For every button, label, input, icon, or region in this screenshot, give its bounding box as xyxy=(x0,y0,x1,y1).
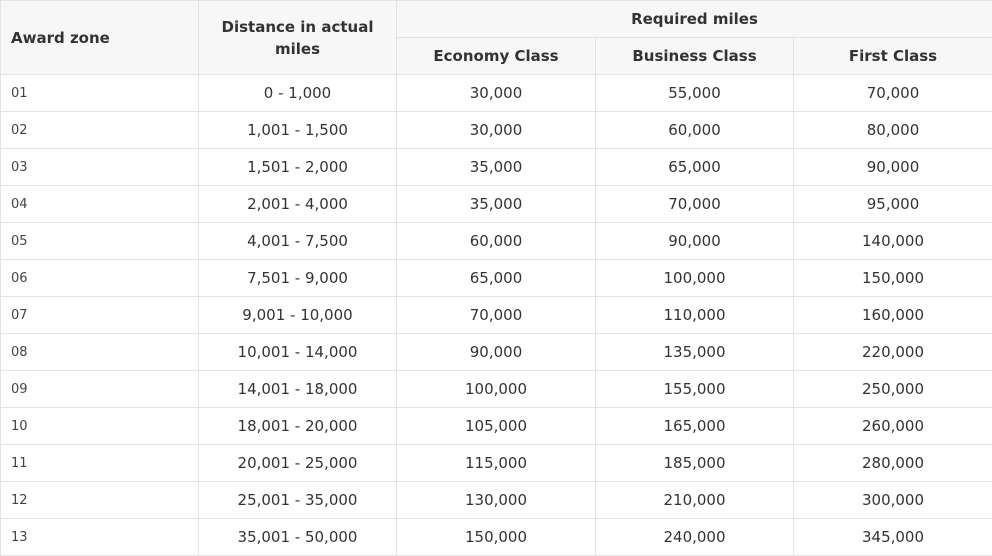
distance-cell: 25,001 - 35,000 xyxy=(199,482,397,519)
distance-cell: 7,501 - 9,000 xyxy=(199,260,397,297)
business-miles-cell: 135,000 xyxy=(596,334,794,371)
award-zone-cell: 02 xyxy=(1,112,199,149)
award-zone-cell: 06 xyxy=(1,260,199,297)
award-zone-cell: 03 xyxy=(1,149,199,186)
distance-cell: 2,001 - 4,000 xyxy=(199,186,397,223)
business-miles-cell: 90,000 xyxy=(596,223,794,260)
business-miles-cell: 210,000 xyxy=(596,482,794,519)
first-miles-cell: 300,000 xyxy=(794,482,992,519)
economy-class-header: Economy Class xyxy=(397,38,596,75)
award-zone-cell: 07 xyxy=(1,297,199,334)
economy-miles-cell: 60,000 xyxy=(397,223,596,260)
business-miles-cell: 110,000 xyxy=(596,297,794,334)
economy-miles-cell: 130,000 xyxy=(397,482,596,519)
table-row xyxy=(1,112,992,149)
first-miles-cell: 220,000 xyxy=(794,334,992,371)
table-body xyxy=(1,75,992,556)
award-zone-header: Award zone xyxy=(1,1,199,75)
economy-miles-cell: 90,000 xyxy=(397,334,596,371)
economy-miles-cell: 35,000 xyxy=(397,149,596,186)
distance-cell: 10,001 - 14,000 xyxy=(199,334,397,371)
award-zone-cell: 04 xyxy=(1,186,199,223)
economy-miles-cell: 70,000 xyxy=(397,297,596,334)
business-miles-cell: 60,000 xyxy=(596,112,794,149)
first-miles-cell: 70,000 xyxy=(794,75,992,112)
first-miles-cell: 150,000 xyxy=(794,260,992,297)
business-miles-cell: 70,000 xyxy=(596,186,794,223)
table-row xyxy=(1,75,992,112)
first-miles-cell: 250,000 xyxy=(794,371,992,408)
award-zone-cell: 09 xyxy=(1,371,199,408)
business-miles-cell: 65,000 xyxy=(596,149,794,186)
distance-cell: 0 - 1,000 xyxy=(199,75,397,112)
first-miles-cell: 160,000 xyxy=(794,297,992,334)
business-miles-cell: 155,000 xyxy=(596,371,794,408)
first-miles-cell: 90,000 xyxy=(794,149,992,186)
award-zone-cell: 10 xyxy=(1,408,199,445)
first-miles-cell: 140,000 xyxy=(794,223,992,260)
distance-cell: 1,001 - 1,500 xyxy=(199,112,397,149)
first-miles-cell: 345,000 xyxy=(794,519,992,556)
first-miles-cell: 95,000 xyxy=(794,186,992,223)
distance-cell: 9,001 - 10,000 xyxy=(199,297,397,334)
distance-cell: 14,001 - 18,000 xyxy=(199,371,397,408)
table-row xyxy=(1,297,992,334)
first-miles-cell: 280,000 xyxy=(794,445,992,482)
distance-cell: 4,001 - 7,500 xyxy=(199,223,397,260)
header-row-top xyxy=(1,1,992,38)
first-miles-cell: 260,000 xyxy=(794,408,992,445)
table-row xyxy=(1,445,992,482)
table-row xyxy=(1,519,992,556)
economy-miles-cell: 30,000 xyxy=(397,75,596,112)
business-class-header: Business Class xyxy=(596,38,794,75)
distance-cell: 1,501 - 2,000 xyxy=(199,149,397,186)
award-zone-cell: 11 xyxy=(1,445,199,482)
economy-miles-cell: 100,000 xyxy=(397,371,596,408)
table-row xyxy=(1,482,992,519)
economy-miles-cell: 105,000 xyxy=(397,408,596,445)
award-zone-cell: 01 xyxy=(1,75,199,112)
business-miles-cell: 185,000 xyxy=(596,445,794,482)
award-zone-cell: 08 xyxy=(1,334,199,371)
table-row xyxy=(1,334,992,371)
distance-cell: 18,001 - 20,000 xyxy=(199,408,397,445)
required-miles-header: Required miles xyxy=(397,1,992,38)
award-zone-cell: 12 xyxy=(1,482,199,519)
business-miles-cell: 100,000 xyxy=(596,260,794,297)
economy-miles-cell: 65,000 xyxy=(397,260,596,297)
business-miles-cell: 55,000 xyxy=(596,75,794,112)
economy-miles-cell: 115,000 xyxy=(397,445,596,482)
award-zone-cell: 05 xyxy=(1,223,199,260)
table-row xyxy=(1,186,992,223)
economy-miles-cell: 30,000 xyxy=(397,112,596,149)
distance-cell: 20,001 - 25,000 xyxy=(199,445,397,482)
first-miles-cell: 80,000 xyxy=(794,112,992,149)
distance-header: Distance in actual miles xyxy=(199,1,397,75)
table-row xyxy=(1,408,992,445)
table-row xyxy=(1,223,992,260)
business-miles-cell: 240,000 xyxy=(596,519,794,556)
economy-miles-cell: 35,000 xyxy=(397,186,596,223)
economy-miles-cell: 150,000 xyxy=(397,519,596,556)
table-header xyxy=(1,1,992,75)
table-row xyxy=(1,260,992,297)
first-class-header: First Class xyxy=(794,38,992,75)
table-row xyxy=(1,371,992,408)
distance-cell: 35,001 - 50,000 xyxy=(199,519,397,556)
table-row xyxy=(1,149,992,186)
business-miles-cell: 165,000 xyxy=(596,408,794,445)
award-zone-cell: 13 xyxy=(1,519,199,556)
